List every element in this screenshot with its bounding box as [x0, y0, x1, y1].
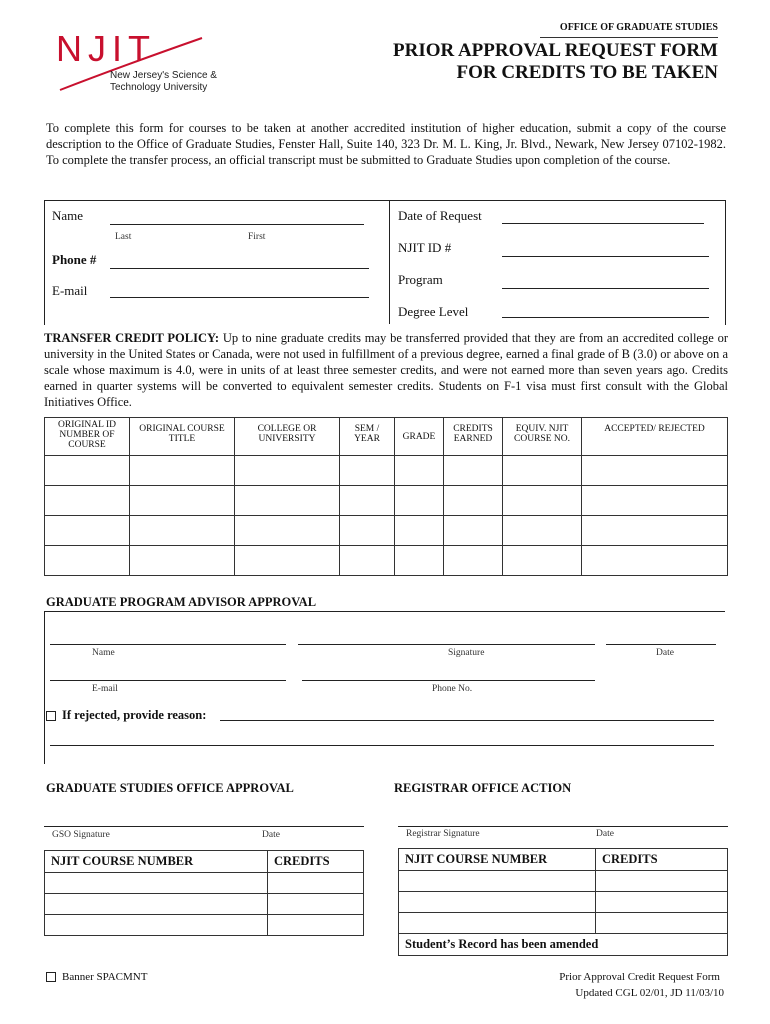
date-of-request-label: Date of Request: [398, 208, 482, 223]
table-row[interactable]: [45, 546, 728, 576]
col-college: COLLEGE OR UNIVERSITY: [235, 418, 340, 456]
advisor-email-field[interactable]: [50, 680, 286, 681]
table-row[interactable]: [399, 871, 728, 892]
policy-heading: TRANSFER CREDIT POLICY:: [44, 331, 220, 345]
gso-heading: GRADUATE STUDIES OFFICE APPROVAL: [46, 781, 294, 795]
advisor-phone-caption: Phone No.: [432, 684, 473, 694]
col-orig-id: ORIGINAL ID NUMBER OF COURSE: [45, 418, 130, 456]
advisor-date-field[interactable]: [606, 644, 716, 645]
table-row[interactable]: [45, 873, 364, 894]
col-grade: GRADE: [395, 418, 444, 456]
advisor-phone-field[interactable]: [302, 680, 595, 681]
program-field[interactable]: [502, 288, 709, 289]
student-box-divider: [389, 200, 390, 324]
col-accepted-rejected: ACCEPTED/ REJECTED: [582, 418, 728, 456]
col-orig-title: ORIGINAL COURSE TITLE: [130, 418, 235, 456]
gso-signature-caption: GSO Signature: [52, 830, 110, 840]
registrar-date-caption: Date: [596, 829, 614, 839]
policy-text: Up to nine graduate credits may be transferred provided that they are from an accredited college or university in the United States or Canada, were not used in fulfillment of a previous degree, earned a final grade of B (3.0) or above on a scale whose maximum is 4.0, were in units of at least three semester credits, and were not earned more than seven years ago. Credits earned in quarter systems will be converted to equivalent semester credits. Students on F-1 visa must first consult with the Global Initiatives Office.: [44, 331, 728, 409]
rejected-reason-row: [46, 708, 206, 723]
student-info-box: [44, 200, 726, 325]
gso-course-table: [44, 850, 364, 936]
advisor-box: [44, 611, 725, 764]
registrar-signature-caption: Registrar Signature: [406, 829, 480, 839]
table-row[interactable]: [399, 892, 728, 913]
banner-row: [46, 971, 147, 983]
registrar-col-course: NJIT COURSE NUMBER: [399, 849, 596, 871]
registrar-course-table: [398, 848, 728, 956]
banner-label: Banner SPACMNT: [62, 971, 148, 983]
col-credits-earned: CREDITS EARNED: [444, 418, 503, 456]
rejected-checkbox[interactable]: [46, 711, 56, 721]
degree-level-label: Degree Level: [398, 304, 469, 319]
table-row[interactable]: [45, 894, 364, 915]
table-row[interactable]: [45, 456, 728, 486]
gso-col-credits: CREDITS: [268, 851, 364, 873]
advisor-heading: GRADUATE PROGRAM ADVISOR APPROVAL: [46, 595, 317, 609]
table-row[interactable]: [45, 915, 364, 936]
njit-id-field[interactable]: [502, 256, 709, 257]
name-field[interactable]: [110, 224, 364, 225]
degree-level-field[interactable]: [502, 317, 709, 318]
footer-form-name: Prior Approval Credit Request Form: [559, 971, 720, 983]
registrar-heading: REGISTRAR OFFICE ACTION: [394, 781, 572, 795]
record-amended: Student’s Record has been amended: [399, 934, 728, 956]
phone-field[interactable]: [110, 268, 369, 269]
njit-logo: [52, 26, 222, 98]
program-label: Program: [398, 272, 443, 287]
gso-date-caption: Date: [262, 830, 280, 840]
course-table-header: [45, 418, 728, 456]
table-row[interactable]: [45, 516, 728, 546]
office-label: OFFICE OF GRADUATE STUDIES: [559, 22, 718, 33]
rejected-reason-field[interactable]: [220, 720, 714, 721]
rejected-label: If rejected, provide reason:: [62, 708, 207, 722]
advisor-name-caption: Name: [92, 648, 115, 658]
transfer-policy: [44, 330, 728, 410]
njit-id-label: NJIT ID #: [398, 240, 452, 255]
gso-signature-field[interactable]: [44, 826, 364, 827]
phone-label: Phone #: [52, 252, 97, 267]
advisor-date-caption: Date: [656, 648, 674, 658]
form-title-line1: PRIOR APPROVAL REQUEST FORM: [393, 40, 718, 61]
gso-col-course: NJIT COURSE NUMBER: [45, 851, 268, 873]
col-equiv-njit: EQUIV. NJIT COURSE NO.: [503, 418, 582, 456]
advisor-name-field[interactable]: [50, 644, 286, 645]
footer-updated: Updated CGL 02/01, JD 11/03/10: [575, 987, 724, 999]
banner-checkbox[interactable]: [46, 972, 56, 982]
intro-paragraph: To complete this form for courses to be taken at another accredited institution of higher education, submit a copy of the course description to the Office of Graduate Studies, Fenster Hall, Suite 140, 323 Dr. M. L. King, Jr. Blvd., Newark, New Jersey 07102-1982. To complete the transfer process, an official transcript must be submitted to Graduate Studies upon completion of the course.: [46, 121, 726, 167]
table-row[interactable]: [45, 486, 728, 516]
advisor-signature-field[interactable]: [298, 644, 595, 645]
logo-tagline-2: Technology University: [110, 82, 208, 93]
email-field[interactable]: [110, 297, 369, 298]
email-label: E-mail: [52, 283, 88, 298]
advisor-signature-caption: Signature: [448, 648, 485, 658]
registrar-col-credits: CREDITS: [596, 849, 728, 871]
name-label: Name: [52, 208, 84, 223]
table-row[interactable]: [399, 913, 728, 934]
header-rule: [540, 37, 718, 38]
rejected-reason-field-2[interactable]: [50, 745, 714, 746]
first-caption: First: [248, 232, 266, 242]
last-caption: Last: [115, 232, 132, 242]
logo-tagline-1: New Jersey's Science &: [110, 70, 217, 81]
course-table: [44, 417, 728, 576]
col-sem-year: SEM / YEAR: [340, 418, 395, 456]
registrar-signature-field[interactable]: [398, 826, 728, 827]
date-of-request-field[interactable]: [502, 223, 704, 224]
form-title-line2: FOR CREDITS TO BE TAKEN: [456, 62, 718, 83]
advisor-email-caption: E-mail: [92, 684, 118, 694]
logo-wordmark: NJIT: [56, 28, 156, 69]
